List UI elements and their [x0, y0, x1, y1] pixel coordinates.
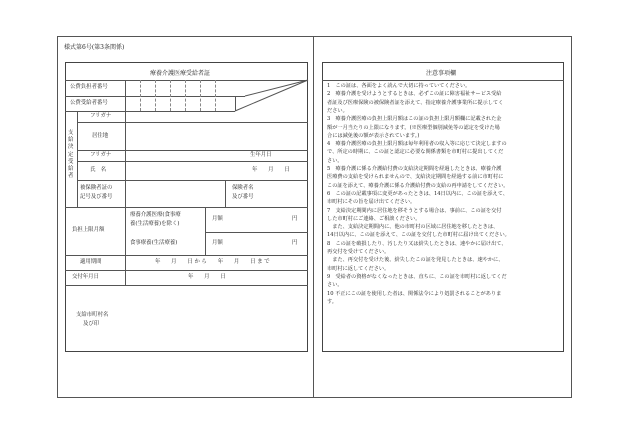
note-line: また、支給決定期間内に、他の市町村の区域に居住地を移したときは、: [327, 224, 499, 231]
note-line: 医療費の支給を受けられませんので、支給決定期間を経過する前に市町村に: [327, 174, 504, 181]
cap-label: 負担上限月額: [72, 227, 105, 233]
note-line: 9 受給者の資格がなくなったときは、直ちに、この証を市町村に返してくだ: [327, 273, 507, 280]
mayor-label-2: 及び印: [83, 321, 100, 327]
period-label: 適用期間: [80, 259, 102, 265]
note-line: 再交付を受けてください。: [327, 249, 390, 255]
note-line: 5 療養介護に係る介護給付費の支給決定期間を経過したときは、療養介護: [327, 166, 502, 172]
note-line: 市町村に返してください。: [327, 265, 390, 272]
recipient-side-label: 支給決定受給者: [68, 130, 74, 180]
insurer-label-1: 保険者名: [232, 185, 254, 191]
note-line: さい。: [327, 282, 343, 289]
note-line: 額が一月当たりの上限になります。(※医療型個別減免等の認定を受けた場: [327, 124, 500, 131]
note-line: 2 療養介護を受けようとするときは、必ずこの証に障害福祉サービス受給: [327, 91, 502, 98]
note-line: した市町村にご連絡、ご相談ください。: [327, 215, 421, 222]
note-line: す。: [327, 298, 337, 305]
note-line: で、所定の時期に、この証と認定に必要な関係書類を市町村に提出してくだ: [327, 149, 504, 156]
insurer-label-2: 及び番号: [232, 194, 254, 200]
note-line: 合には減免後の額が表示されています。): [327, 132, 420, 139]
note-line: 6 この証の記載事項に変更があったときは、14日以内に、この証を添えて、: [327, 190, 508, 197]
note-line: 8 この証を破損したり、汚したり又は紛失したときは、速やかに届け出て、: [327, 240, 507, 247]
furigana-label-1: フリガナ: [90, 113, 112, 119]
insured-label-1: 被保険者証の: [80, 185, 113, 191]
public-recipient-label: 公費受給者番号: [70, 100, 108, 106]
note-line: 7 支給決定期間内に居住地を移そうとする場合は、事前に、この証を交付: [327, 207, 502, 214]
birth-date-value: 年 月 日: [252, 167, 290, 173]
note-line: この証を添えて、療養介護に係る介護給付費の支給の再申請をしてください。: [327, 182, 509, 189]
certificate-title: 療養介護医療受給者証: [150, 70, 211, 77]
monthly-label-2: 月額: [212, 240, 223, 246]
address-label: 居住地: [92, 133, 109, 139]
furigana-label-2: フリガナ: [90, 152, 112, 158]
insured-label-2: 記号及び番号: [80, 194, 113, 200]
meal-label-1: 療養介護医療(食事療: [130, 212, 181, 218]
name-label: 氏 名: [90, 167, 107, 173]
note-line: 4 療養介護医療の負担上限月額は毎年利用者の収入等に応じて決定しますの: [327, 141, 507, 148]
notes-body: [322, 80, 564, 352]
meal2-label: 食事療養(生活療養): [130, 240, 178, 246]
note-line: 14日以内に、この証を添えて、この証を交付した市町村に届け出てください。: [327, 232, 510, 239]
form-number: 様式第6号(第3条関係): [64, 44, 125, 51]
notes-title: 注意事項欄: [426, 70, 457, 77]
public-payer-label: 公費負担者番号: [70, 84, 108, 90]
issue-date-value: 年 月 日: [188, 274, 226, 280]
note-line: 1 この証は、各面をよく読んで大切に持っていてください。: [327, 83, 471, 89]
note-line: 者証及び医療保険の被保険者証を添えて、指定療養介護事業所に提示してく: [327, 99, 504, 106]
note-line: ださい。: [327, 107, 348, 114]
monthly-label-1: 月額: [212, 216, 223, 222]
note-line: また、再交付を受けた後、紛失したこの証を発見したときは、速やかに、: [327, 257, 504, 264]
note-line: 市町村にその旨を届け出てください。: [327, 199, 416, 206]
meal-label-2: 養(生活療養)を除く): [130, 221, 180, 227]
note-line: 10 不正にこの証を使用した者は、関係法令により処罰されることがありま: [327, 290, 502, 297]
mayor-label-1: 支給市町村名: [76, 312, 109, 318]
yen-label-2: 円: [292, 240, 298, 246]
note-line: さい。: [327, 157, 343, 164]
birth-date-label: 生年月日: [250, 152, 272, 158]
yen-label-1: 円: [292, 216, 298, 222]
period-value: 年 月 日 か ら 年 月 日 ま で: [155, 259, 270, 265]
note-line: 3 療養介護医療の負担上限月額はこの証の負担上限月額欄に記載された金: [327, 116, 502, 123]
issue-date-label: 交付年月日: [72, 274, 99, 280]
